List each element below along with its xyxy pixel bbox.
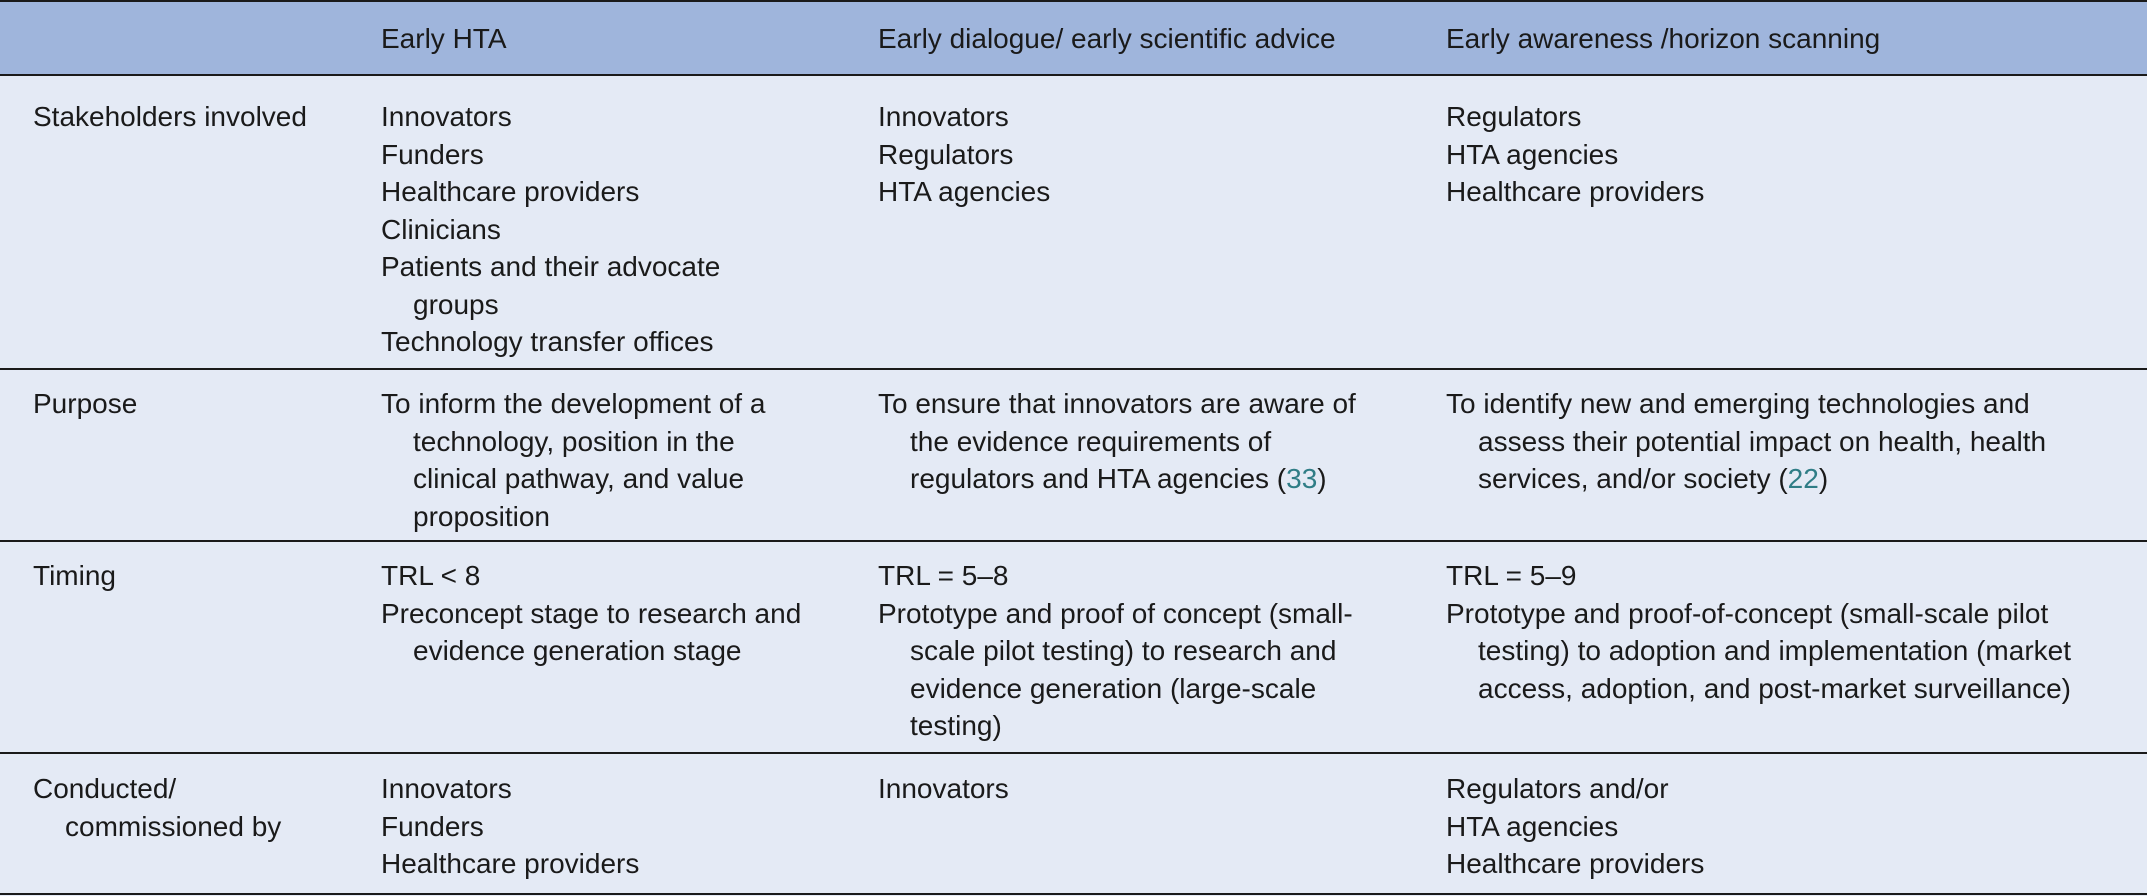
cell-line: Patients and their advocate <box>381 251 721 282</box>
cell-line: Innovators <box>878 101 1009 132</box>
cell-text: regulators and HTA agencies ( <box>910 463 1287 494</box>
cell-line: scale pilot testing) to research and <box>910 635 1337 666</box>
cell-text: ) <box>1317 463 1327 494</box>
row-label: Purpose <box>33 388 138 419</box>
cell-line: Healthcare providers <box>1446 176 1705 207</box>
cell-line: To ensure that innovators are aware of <box>878 388 1356 419</box>
table-cell <box>1446 557 2071 707</box>
cell-line: HTA agencies <box>1446 810 1619 842</box>
cell-line: the evidence requirements of <box>910 425 1272 457</box>
cell-line: TRL = 5–8 <box>878 560 1009 591</box>
cell-line: Regulators <box>878 138 1014 170</box>
cell-line: groups <box>413 288 499 320</box>
cell-line: testing) to adoption and implementation (market <box>1478 635 2071 666</box>
cell-line: Preconcept stage to research and <box>381 597 802 629</box>
cell-line: testing) <box>910 710 1002 741</box>
cell-line: Healthcare providers <box>381 848 640 879</box>
cell-line: Funders <box>381 138 484 170</box>
row-label: Conducted/ <box>33 773 177 804</box>
table-row-conducted-by <box>0 754 2147 895</box>
table-row-purpose <box>0 370 2147 542</box>
table-cell <box>878 385 1356 498</box>
cell-line: Innovators <box>381 773 512 804</box>
cell-line: HTA agencies <box>1446 138 1619 170</box>
cell-line: Healthcare providers <box>381 176 640 207</box>
table-cell <box>878 770 1009 808</box>
cell-line: clinical pathway, and value <box>413 463 745 494</box>
row-label: commissioned by <box>65 810 282 842</box>
cell-line: TRL < 8 <box>381 560 481 591</box>
header-cell-early-awareness: Early awareness /horizon scanning <box>1446 23 1881 54</box>
table-cell <box>381 385 765 535</box>
table-cell <box>1446 385 2046 498</box>
cell-line: HTA agencies <box>878 176 1051 207</box>
cell-line: Prototype and proof of concept (small- <box>878 597 1353 629</box>
reference-link[interactable]: 22 <box>1787 463 1819 494</box>
cell-line: evidence generation (large-scale <box>910 672 1317 704</box>
row-label-cell <box>33 557 116 595</box>
table-cell <box>381 98 720 361</box>
cell-line: assess their potential impact on health, health <box>1478 425 2047 457</box>
cell-line: Innovators <box>878 773 1009 804</box>
table-header-row <box>0 0 2147 76</box>
cell-line: Funders <box>381 810 484 842</box>
cell-line: Clinicians <box>381 213 501 245</box>
table-cell <box>381 557 801 670</box>
table-cell <box>878 98 1050 211</box>
table-row-stakeholders <box>0 76 2147 370</box>
cell-line: evidence generation stage <box>413 635 742 666</box>
table-cell <box>878 557 1353 745</box>
cell-line: Prototype and proof-of-concept (small-scale pilot <box>1446 597 2049 629</box>
cell-line: proposition <box>413 500 550 532</box>
header-cell-early-hta: Early HTA <box>381 23 507 54</box>
table-row-timing <box>0 542 2147 754</box>
cell-line: Healthcare providers <box>1446 848 1705 879</box>
header-cell-early-dialogue: Early dialogue/ early scientific advice <box>878 23 1336 54</box>
row-label: Stakeholders involved <box>33 101 307 132</box>
table-cell <box>1446 770 1704 883</box>
cell-line: technology, position in the <box>413 425 735 457</box>
cell-line <box>878 460 1356 498</box>
cell-line: To inform the development of a <box>381 388 766 419</box>
cell-line: access, adoption, and post-market surveillance) <box>1478 672 2071 704</box>
row-label-cell <box>33 98 307 136</box>
reference-link[interactable]: 33 <box>1286 463 1318 494</box>
cell-line: To identify new and emerging technologies and <box>1446 388 2030 419</box>
cell-line: Technology transfer offices <box>381 326 714 357</box>
row-label-cell <box>33 770 281 845</box>
table-cell <box>381 770 639 883</box>
cell-line: TRL = 5–9 <box>1446 560 1577 591</box>
row-label: Timing <box>33 560 116 591</box>
cell-line <box>1446 460 2046 498</box>
cell-text: services, and/or society ( <box>1478 463 1788 494</box>
row-label-cell <box>33 385 137 423</box>
cell-line: Innovators <box>381 101 512 132</box>
cell-line: Regulators and/or <box>1446 773 1669 804</box>
cell-text: ) <box>1818 463 1829 494</box>
table-cell <box>1446 98 1704 211</box>
cell-line: Regulators <box>1446 101 1582 132</box>
